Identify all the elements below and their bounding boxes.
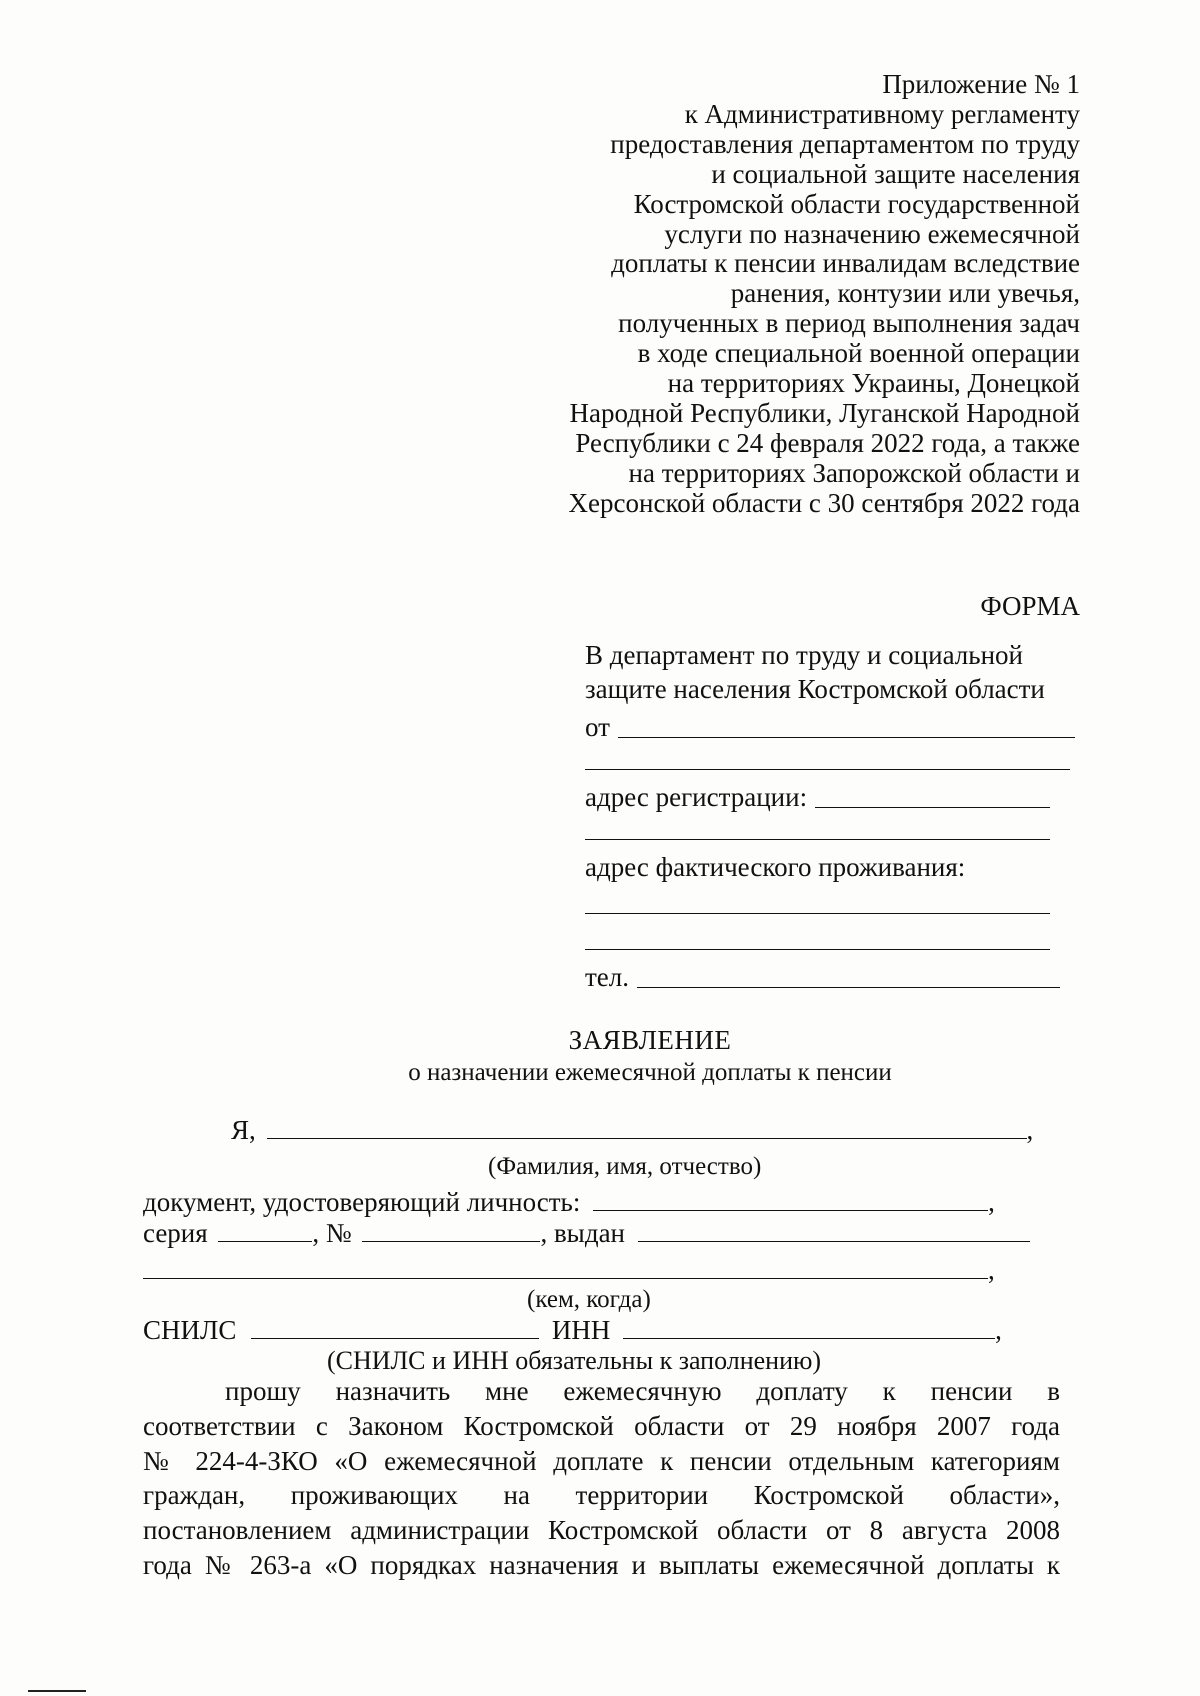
number-label: , № — [312, 1218, 352, 1248]
number-blank[interactable] — [362, 1217, 540, 1242]
addressee-line: В департамент по труду и социальной — [585, 640, 1023, 670]
application-subtitle: о назначении ежемесячной доплаты к пенсии — [408, 1059, 892, 1086]
name-row — [231, 1114, 1033, 1146]
series-row — [143, 1217, 1030, 1249]
series-blank[interactable] — [218, 1217, 312, 1242]
name-comma: , — [1026, 1115, 1034, 1145]
appendix-line: к Административному регламенту — [684, 98, 1080, 129]
from-blank[interactable] — [618, 736, 1075, 738]
application-title: ЗАЯВЛЕНИЕ — [568, 1025, 732, 1055]
paragraph-line: постановлением администрации Костромской области от 8 августа 2008 — [143, 1515, 1060, 1546]
form-label: ФОРМА — [980, 591, 1080, 621]
id-doc-blank[interactable] — [593, 1186, 988, 1211]
reg-address-field[interactable] — [585, 776, 1050, 812]
issued-label: , выдан — [540, 1218, 625, 1248]
request-paragraph — [143, 1374, 1060, 1583]
footnote-rule — [28, 1690, 86, 1692]
issued-blank[interactable] — [638, 1217, 1030, 1242]
phone-blank[interactable] — [637, 986, 1060, 988]
actual-address-blank-line-2[interactable] — [585, 920, 1050, 956]
reg-address-label: адрес регистрации: — [585, 782, 808, 812]
appendix-header — [480, 70, 1080, 519]
addressee-block — [585, 638, 1075, 992]
from-label: от — [585, 712, 610, 742]
appendix-line: полученных в период выполнения задач — [618, 308, 1080, 339]
appendix-line: и социальной защите населения — [711, 158, 1080, 189]
paragraph-line: года № 263-а «О порядках назначения и выплаты ежемесячной доплаты к — [143, 1549, 1060, 1580]
actual-address-blank-line-1[interactable] — [585, 882, 1050, 920]
appendix-line: доплаты к пенсии инвалидам вследствие — [611, 248, 1080, 279]
issued-blank-line-2[interactable] — [143, 1254, 988, 1279]
appendix-line: Республики с 24 февраля 2022 года, а также — [575, 427, 1080, 458]
phone-label: тел. — [585, 962, 630, 992]
inn-label: ИНН — [551, 1315, 611, 1345]
from-field[interactable] — [585, 706, 1075, 742]
snils-inn-hint: (СНИЛС и ИНН обязательны к заполнению) — [327, 1346, 822, 1375]
issued-row-2 — [143, 1254, 995, 1286]
series-label: серия — [143, 1218, 208, 1248]
appendix-line: предоставления департаментом по труду — [610, 128, 1080, 159]
paragraph-line: прошу назначить мне ежемесячную доплату к пенсии в — [225, 1376, 1060, 1406]
snils-label: СНИЛС — [143, 1315, 237, 1345]
appendix-line: ранения, контузии или увечья, — [730, 278, 1080, 309]
i-label: Я, — [231, 1115, 256, 1145]
id-doc-label: документ, удостоверяющий личность: — [143, 1187, 581, 1217]
phone-field[interactable] — [585, 956, 1060, 992]
inn-blank[interactable] — [623, 1314, 995, 1339]
snils-inn-row — [143, 1314, 1002, 1346]
reg-address-blank[interactable] — [815, 806, 1050, 808]
name-hint: (Фамилия, имя, отчество) — [488, 1153, 762, 1180]
id-doc-comma: , — [988, 1187, 995, 1217]
actual-address-label: адрес фактического проживания: — [585, 852, 966, 882]
appendix-line: Приложение № 1 — [882, 69, 1080, 99]
issued-comma: , — [988, 1255, 995, 1285]
paragraph-line: граждан, проживающих на территории Костромской области», — [143, 1480, 1060, 1511]
appendix-line: в ходе специальной военной операции — [637, 338, 1080, 369]
actual-address-field — [585, 846, 1075, 882]
issued-hint: (кем, когда) — [527, 1286, 651, 1313]
from-blank-line-2[interactable] — [585, 742, 1070, 776]
appendix-line: Костромской области государственной — [633, 188, 1080, 219]
snils-blank[interactable] — [251, 1314, 539, 1339]
appendix-line: Херсонской области с 30 сентября 2022 года — [568, 487, 1080, 518]
inn-comma: , — [995, 1315, 1002, 1345]
appendix-line: услуги по назначению ежемесячной — [664, 218, 1080, 249]
appendix-line: на территориях Запорожской области и — [628, 457, 1080, 488]
addressee-line: защите населения Костромской области — [585, 674, 1045, 704]
paragraph-line: № 224-4-ЗКО «О ежемесячной доплате к пенсии отдельным категориям — [143, 1445, 1060, 1476]
name-blank[interactable] — [267, 1114, 1027, 1139]
id-doc-row — [143, 1186, 995, 1218]
appendix-line: на территориях Украины, Донецкой — [667, 368, 1080, 399]
reg-address-blank-line-2[interactable] — [585, 812, 1050, 846]
paragraph-line: соответствии с Законом Костромской области от 29 ноября 2007 года — [143, 1410, 1060, 1441]
appendix-line: Народной Республики, Луганской Народной — [569, 397, 1080, 428]
